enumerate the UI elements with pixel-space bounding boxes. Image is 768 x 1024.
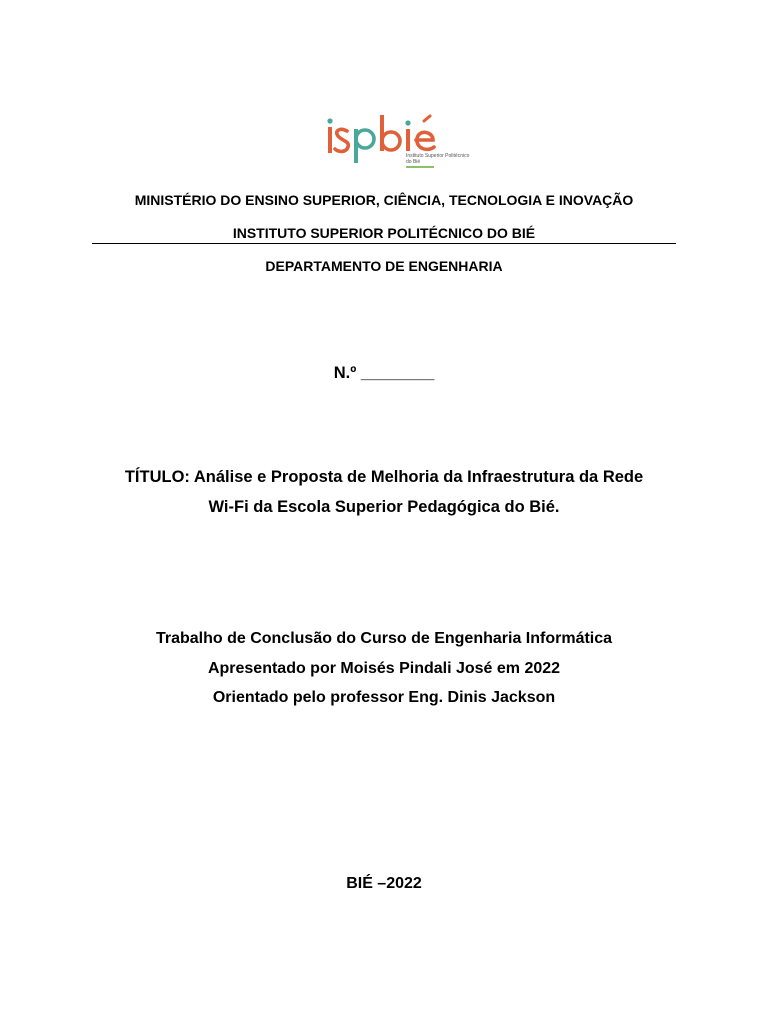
ministry-heading: MINISTÉRIO DO ENSINO SUPERIOR, CIÊNCIA, TECNOLOGIA E INOVAÇÃO: [134, 192, 634, 208]
title-label: TÍTULO:: [124, 468, 190, 486]
department-heading: DEPARTAMENTO DE ENGENHARIA: [265, 258, 503, 274]
institute-heading: INSTITUTO SUPERIOR POLITÉCNICO DO BIÉ: [232, 225, 536, 241]
advisor-line: Orientado pelo professor Eng. Dinis Jackson: [212, 689, 556, 706]
logo-caption-line1: Instituto Superior Politécnico: [406, 153, 470, 159]
document-number-field: N.º ________: [333, 364, 435, 382]
institution-logo: [320, 105, 470, 175]
title-text-1: Análise e Proposta de Melhoria da Infraestrutura da Rede: [189, 468, 644, 486]
header-divider: [92, 243, 676, 244]
title-line-1: [0, 468, 768, 487]
logo-caption-line2: do Bié: [406, 159, 421, 165]
author-line: Apresentado por Moisés Pindali José em 2022: [207, 660, 561, 677]
place-year: BIÉ –2022: [346, 875, 422, 892]
course-line: Trabalho de Conclusão do Curso de Engenharia Informática: [155, 630, 613, 647]
title-line-2: Wi-Fi da Escola Superior Pedagógica do Bié.: [208, 498, 560, 516]
